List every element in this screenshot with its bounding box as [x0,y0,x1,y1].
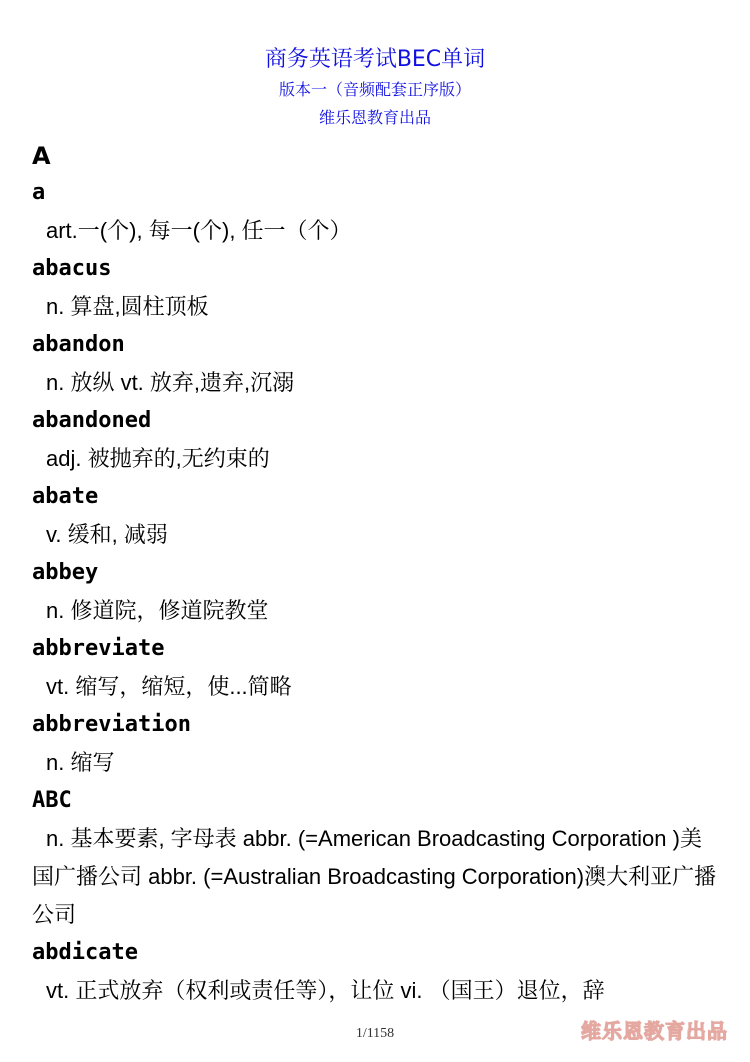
entry-word: abdicate [32,940,138,965]
entry-definition: v. 缓和, 减弱 [46,522,168,547]
vocabulary-entry [32,934,722,1010]
entry-word: abandoned [32,408,152,433]
entry-word: abandon [32,332,125,357]
publisher-watermark: 维乐恩教育出品 [581,1019,728,1043]
vocabulary-entry [32,402,722,478]
entry-definition: vt. 正式放弃（权利或责任等），让位 vi. （国王）退位，辞 [46,978,605,1003]
vocabulary-entry [32,554,722,630]
vocabulary-entry [32,706,722,782]
entry-definition: adj. 被抛弃的,无约束的 [46,446,270,471]
entry-definition: n. 缩写 [46,750,115,775]
entry-word: abbey [32,560,99,585]
section-letter-heading: A [32,142,51,170]
entry-word: ABC [32,788,72,813]
entry-definition: n. 基本要素, 字母表 abbr. (=American Broadcasting Corporation )美国广播公司 abbr. (=Australian Broadcasting Corporation)澳大利亚广播公司 [32,826,717,927]
vocabulary-entry [32,630,722,706]
page-number: 1/1158 [355,1026,395,1041]
entry-definition: n. 算盘,圆柱顶板 [46,294,209,319]
vocabulary-entry [32,782,722,934]
entry-definition: art.一(个), 每一(个), 任一（个） [46,218,352,243]
vocabulary-entry [32,478,722,554]
entry-word: abacus [32,256,112,281]
document-title: 商务英语考试BEC单词 [264,47,486,72]
vocabulary-entry [32,250,722,326]
entry-definition: n. 放纵 vt. 放弃,遗弃,沉溺 [46,370,295,395]
entry-definition: n. 修道院，修道院教堂 [46,598,269,623]
entry-definition: vt. 缩写，缩短，使...简略 [46,674,292,699]
entry-word: abbreviation [32,712,191,737]
vocabulary-entry [32,174,722,250]
document-publisher: 维乐恩教育出品 [318,108,431,127]
entry-word: a [32,180,46,205]
vocabulary-list [32,174,722,1010]
entry-word: abate [32,484,99,509]
entry-word: abbreviate [32,636,165,661]
vocabulary-entry [32,326,722,402]
document-header [0,44,750,132]
document-subtitle: 版本一（音频配套正序版） [278,80,471,99]
